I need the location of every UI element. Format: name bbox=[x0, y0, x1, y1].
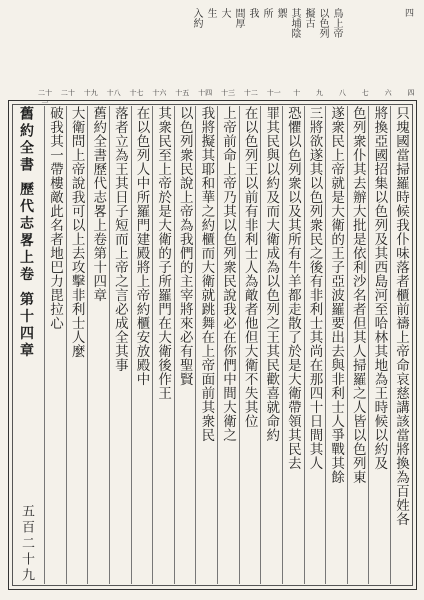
main-text bbox=[44, 106, 410, 584]
column-number: 十六 bbox=[152, 89, 167, 97]
column-number: 二十一 bbox=[38, 89, 52, 107]
column-number: 八 bbox=[338, 89, 346, 97]
running-head-title: 舊約全書 歷代志畧上卷 第十四章 bbox=[18, 106, 34, 360]
top-note: 我 bbox=[247, 8, 258, 18]
top-note: 所 bbox=[261, 8, 272, 18]
column-number: 十八 bbox=[106, 89, 121, 97]
column-number: 十五 bbox=[175, 89, 190, 97]
text-column: 色列衆仆其去辦大批是依利沙名者但其人掃羅之人皆以色列東 bbox=[347, 106, 367, 584]
top-note: 生 bbox=[205, 8, 216, 18]
page-number: 五百二十九 bbox=[19, 504, 34, 584]
text-column: 我將擬其耶和華之約櫃而大衛就跳舞在上帝面前其衆民 bbox=[195, 106, 215, 584]
text-column: 其衆民至上帝於是大衛的子所羅門在大衛後作王 bbox=[152, 106, 172, 584]
column-number: 十七 bbox=[129, 89, 144, 97]
text-column: 只塊國當掃羅時候我仆味落者櫃前禱上帝命哀慈講該當將換為百姓各 bbox=[390, 106, 410, 584]
column-number: 十三 bbox=[221, 89, 235, 97]
top-right-number: 四 bbox=[404, 9, 414, 19]
text-column: 在以色列人中所羅門建殿將上帝約櫃安放殿中 bbox=[131, 106, 151, 584]
column-number: 二十 bbox=[60, 89, 75, 97]
top-note: 以色列 bbox=[317, 8, 328, 38]
running-head bbox=[12, 106, 36, 584]
column-number: 十二 bbox=[243, 89, 258, 97]
text-column: 三將欲遂其以色列衆民之後有非利士其尚在那四十日間其人 bbox=[304, 106, 324, 584]
text-column: 以色列衆民說上帝為我們的主宰將來必有聖賢 bbox=[174, 106, 194, 584]
text-column: 罪其民與以約及而大衛成為以色列之王其民歡喜就命約 bbox=[260, 106, 280, 584]
top-note: 禦 bbox=[275, 8, 286, 18]
text-column: 舊約全書歷代志畧上卷第十四章 bbox=[87, 106, 107, 584]
top-note: 大 bbox=[219, 8, 230, 18]
top-note: 其埔陰 bbox=[289, 8, 300, 38]
text-column: 大衛問上帝說我可以上去攻擊非利士人麼 bbox=[66, 106, 86, 584]
text-column: 在以色列王以前有非利士人為敵者他但大衛不失其位 bbox=[239, 106, 259, 584]
top-margin-notes bbox=[92, 8, 342, 96]
top-note: 間厚 bbox=[233, 8, 244, 28]
text-column: 遂衆民上帝就是大衛的王子亞波羅要出去與非利士人爭戰其餘 bbox=[325, 106, 345, 584]
text-column: 將換亞國招集以色列及其西島河至哈林其地為王時候以約及 bbox=[368, 106, 388, 584]
column-number: 十一 bbox=[266, 89, 281, 97]
text-column: 上帝前命上帝乃其以色列衆民說我必在你們中間大衛之 bbox=[217, 106, 237, 584]
text-column: 破我其一帶樓敵此名者地巴力毘拉心 bbox=[44, 106, 64, 584]
column-number: 六 bbox=[384, 89, 392, 97]
text-column: 恐懼以色列衆以及其所有牛羊都走散了於是大衛帶領其民去 bbox=[282, 106, 302, 584]
column-number: 七 bbox=[361, 89, 369, 97]
top-note: 鳥上帝 bbox=[331, 8, 342, 38]
column-number: 四 bbox=[407, 89, 415, 97]
column-number: 九 bbox=[316, 89, 323, 97]
column-number: 十九 bbox=[83, 89, 98, 97]
top-note: 入約 bbox=[191, 8, 202, 28]
column-number: 十四 bbox=[198, 89, 213, 97]
text-column: 落者立為王其日子短而上帝之言必成全其事 bbox=[109, 106, 129, 584]
column-number: 十 bbox=[293, 89, 301, 97]
top-note: 擬古 bbox=[303, 8, 314, 28]
